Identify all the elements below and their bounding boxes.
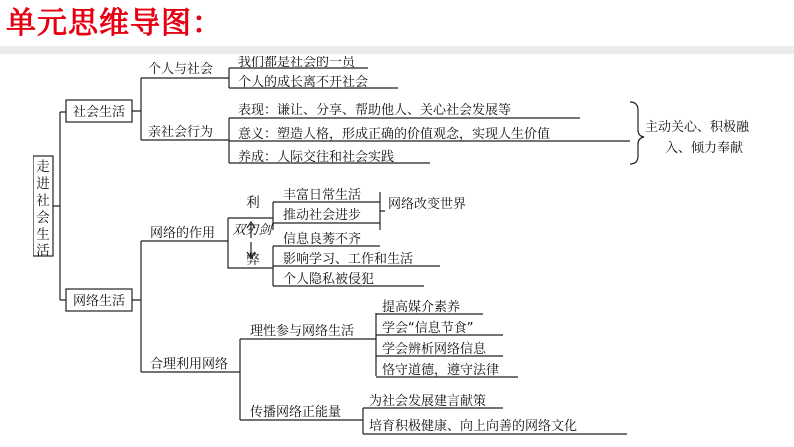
pro-item-2: 推动社会进步 xyxy=(283,208,362,223)
root-char-1: 走 xyxy=(36,159,50,175)
root-char-3: 社 xyxy=(36,193,50,209)
rational-item-2: 学会“信息节食” xyxy=(382,321,474,336)
individual-label: 个人与社会 xyxy=(148,62,214,77)
root-char-6: 活 xyxy=(36,243,50,259)
use-label: 合理利用网络 xyxy=(150,357,229,372)
prosocial-summary-line-1: 主动关心、积极融 xyxy=(645,120,750,135)
branch-internet-life-label: 网络生活 xyxy=(72,294,126,309)
prosocial-item-3: 养成：人际交往和社会实践 xyxy=(238,150,395,165)
mind-map xyxy=(33,56,773,440)
pro-summary-bracket xyxy=(380,192,385,230)
prosocial-summary-brace xyxy=(630,102,644,164)
individual-item-1: 我们都是社会的一员 xyxy=(238,56,356,70)
prosocial-summary-line-2: 入、倾力奉献 xyxy=(665,141,744,156)
role-label: 网络的作用 xyxy=(150,226,216,241)
root-char-2: 进 xyxy=(36,176,50,192)
branch-social-life-bracket xyxy=(132,78,141,140)
prosocial-label: 亲社会行为 xyxy=(148,125,214,140)
branch-internet-life-bracket xyxy=(132,241,141,372)
page-title: 单元思维导图： xyxy=(6,6,223,41)
rational-item-1: 提高媒介素养 xyxy=(382,300,461,315)
root-bracket xyxy=(53,112,66,300)
con-item-2: 影响学习、工作和生活 xyxy=(283,252,414,267)
spread-item-2: 培育积极健康、向上向善的网络文化 xyxy=(369,419,578,434)
spread-label: 传播网络正能量 xyxy=(250,405,342,420)
root-char-4: 会 xyxy=(36,210,50,226)
spread-item-1: 为社会发展建言献策 xyxy=(369,394,487,409)
con-item-3: 个人隐私被侵犯 xyxy=(283,272,375,287)
rational-item-3: 学会辨析网络信息 xyxy=(382,342,487,357)
title-divider-bar xyxy=(0,46,794,54)
double-edged-label: 双刃剑 xyxy=(232,223,272,238)
branch-social-life-label: 社会生活 xyxy=(72,105,126,120)
root-char-5: 生 xyxy=(36,227,50,243)
individual-item-2: 个人的成长离不开社会 xyxy=(238,75,369,90)
con-label: 弊 xyxy=(246,252,260,268)
rational-label: 理性参与网络生活 xyxy=(250,324,355,339)
pro-label: 利 xyxy=(246,195,260,211)
prosocial-item-2: 意义：塑造人格，形成正确的价值观念，实现人生价值 xyxy=(238,127,551,142)
pro-item-1: 丰富日常生活 xyxy=(283,188,362,203)
rational-item-4: 恪守道德，遵守法律 xyxy=(382,363,500,378)
con-item-1: 信息良莠不齐 xyxy=(283,232,362,247)
prosocial-item-1: 表现：谦让、分享、帮助他人、关心社会发展等 xyxy=(238,103,512,118)
pro-summary: 网络改变世界 xyxy=(388,197,467,212)
